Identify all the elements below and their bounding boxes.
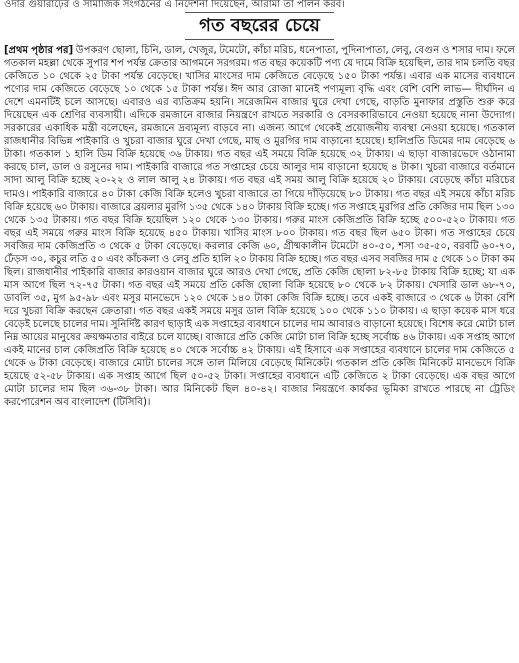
- article-text: উপকরণ ছোলা, চিনি, ডাল, খেজুর, টমেটো, কাঁচা মরিচ, ধনেপাতা, পুদিনাপাতা, লেবু, বেগুন ও শসার দাম। ফলে গতকাল মহল্লা থেকে সুপার শপ পর্যন্ত ক্রেতার আগমনে সরগরম। গত বছর কয়েকটি পণ্য যে দামে বিক্রি হয়েছিল, তার দাম চলতি বছর কেজিতে ১০ থেকে ২৫ টাকা পর্যন্ত বেড়েছে। খাসির মাংসের দাম কেজিতে বেড়েছে ১৫০ টাকা পর্যন্ত। এবার এক মাসের ব্যবধানে পণ্যের দাম কেজিতে বেড়েছে ১০ থেকে ১৫ টাকা পর্যন্ত। ঈদ আর রোজা মানেই পণ্যমূল্য বৃদ্ধি এবং বেশি বেশি লাভ— দীর্ঘদিন এ দেশে এমনটিই চলে আসছে। এবারও এর ব্যতিক্রম হয়নি। সরেজমিন বাজার ঘুরে দেখা গেছে, বাড়তি মুনাফার প্রস্তুতি শুরু করে দিয়েছেন এক শ্রেণির ব্যবসায়ী। এদিকে রমজানে বাজার নিয়ন্ত্রণে রাখতে সরকারি ও বেসরকারিভাবে নেওয়া হয়েছে নানা উদ্যোগ। সরকারের একাধিক মন্ত্রী বলেছেন, রমজানে দ্রব্যমূল্য বাড়বে না। এজন্য আগে থেকেই প্রয়োজনীয় ব্যবস্থা নেওয়া হয়েছে। গতকাল রাজধানীর বিভিন্ন পাইকারি ও খুচরা বাজার ঘুরে দেখা গেছে, মাছ ও মুরগির দাম বাড়ানো হয়েছে। হালিপ্রতি ডিমের দাম বেড়েছে ৬ টাকা। গতকাল ১ হালি ডিম বিক্রি হয়েছে ৩৬ টাকায়। গত বছর এই সময়ে বিক্রি হয়েছে ৩২ টাকায়। এ ছাড়া বাজারভেদে ওঠানামা করছে চাল, ডাল ও রসুনের দাম। পাইকারি বাজারে গত সপ্তাহের চেয়ে আলুর দাম বাড়ানো হয়েছে ৪ টাকা। খুচরা বাজারে বর্তমানে সাদা আলু বিক্রি হচ্ছে ২০-২২ ও লাল আলু ২৪ টাকায়। গত বছর এই সময় আলু বিক্রি হয়েছে ২০ টাকায়। বেড়েছে কাঁচা মরিচের দামও। পাইকারি বাজারে ৪০ টাকা কেজি বিক্রি হলেও খুচরা বাজারে তা গিয়ে দাঁড়িয়েছে ৮০ টাকায়। গত বছর এই সময়ে কাঁচা মরিচ বিক্রি হয়েছে ৬০ টাকায়। বাজারে ব্রয়লার মুরগি ১৩৫ থেকে ১৪০ টাকায় বিক্রি হচ্ছে। গত সপ্তাহে মুরগির প্রতি কেজির দাম ছিল ১৩০ থেকে ১৩৫ টাকায়। গত বছর বিক্রি হয়েছিল ১২০ থেকে ১৩০ টাকায়। গরুর মাংস কেজিপ্রতি বিক্রি হচ্ছে ৫০০-৫২০ টাকায়। গত বছর এই সময়ে গরুর মাংস বিক্রি হয়েছে ৪৫০ টাকায়। খাসির মাংস ৮০০ টাকায়। গত বছর ছিল ৬৫০ টাকা। গত সপ্তাহের চেয়ে সবজির দাম কেজিপ্রতি ৩ থেকে ৫ টাকা বেড়েছে। করলার কেজি ৬০, গ্রীষ্মকালীন টমেটো ৪০-৫০, শসা ৩৫-৫০, বরবটি ৬০-৭০, ঢেঁড়স ৩০, কচুর লতি ৫০ এবং কাঁচকলা ও লেবু প্রতি হালি ২০ টাকায় বিক্রি হচ্ছে। গত বছর এসব সবজির দাম ৫ থেকে ১০ টাকা কম ছিল। রাজধানীর পাইকারি বাজার কারওয়ান বাজার ঘুরে আরও দেখা গেছে, প্রতি কেজি ছোলা ৮২-৮৫ টাকায় বিক্রি হচ্ছে; যা এক মাস আগে ছিল ৭২-৭৫ টাকা। গত বছর এই সময়ে প্রতি কেজি ছোলা বিক্রি হয়েছে ৮০ থেকে ৮২ টাকায়। খেসারি ডাল ৬৮-৭০, ডাবলি ৩৫, মুগ ৯৫-৯৮ এবং মসুর মানভেদে ১২০ থেকে ১৪০ টাকা কেজি বিক্রি হচ্ছে। তবে একই বাজারে ৩ থেকে ৬ টাকা বেশি দরে খুচরা বিক্রি করছেন ক্রেতারা। গত বছর একই সময়ে মসুর ডাল বিক্রি হয়েছে ১০০ থেকে ১১০ টাকায়। এ ছাড়া কয়েক মাস ধরে বেড়েই চলেছে চালের দাম। সুনির্দিষ্ট কারণ ছাড়াই এক সপ্তাহের ব্যবধানে চালের দাম আবারও বাড়ানো হয়েছে। বিশেষ করে মোটা চাল নিম্ন আয়ের মানুষের ক্রয়ক্ষমতার বাইরে চলে যাচ্ছে। বাজারে প্রতি কেজি মোটা চাল বিক্রি হচ্ছে সর্বোচ্চ ৪৬ টাকায়। এক সপ্তাহ আগে একই মানের চাল কেজিপ্রতি বিক্রি হয়েছে ৪০ থেকে সর্বোচ্চ ৪২ টাকায়। এই হিসাবে এক সপ্তাহের ব্যবধানে চালের দাম কেজিতে ৫ থেকে ৬ টাকা বেড়েছে। বাজারে মোটা চালের সঙ্গে তাল মিলিয়ে বেড়েছে মিনিকেট। গতকাল প্রতি কেজি মিনিকেট মানভেদে বিক্রি হয়েছে ৫২-৫৮ টাকায়। এক সপ্তাহ আগে ছিল ৫০-৫২ টাকা। সপ্তাহের ব্যবধানে এটি কেজিতে ২ টাকা বেড়েছে। এক বছর আগে মোটা চালের দাম ছিল ৩৬-৩৮ টাকা। আর মিনিকেট ছিল ৪০-৪২। বাজার নিয়ন্ত্রণে কার্যকর ভূমিকা রাখতে পারছে না ট্রেডিং করপোরেশন অব বাংলাদেশ (টিসিবি)।: [4, 45, 515, 409]
- article-headline: গত বছরের চেয়ে: [185, 12, 334, 40]
- continuation-label: [প্রথম পৃষ্ঠার পর]: [4, 45, 74, 56]
- previous-article-fragment: ওদার গুয়ারাঢ়ের ও সামাজিক সংগঠনের এ নির্দেশনা দিয়েছেন, আরামা তা পালন করব।: [4, 0, 345, 10]
- article-body: [4, 44, 515, 409]
- headline-container: [4, 12, 515, 40]
